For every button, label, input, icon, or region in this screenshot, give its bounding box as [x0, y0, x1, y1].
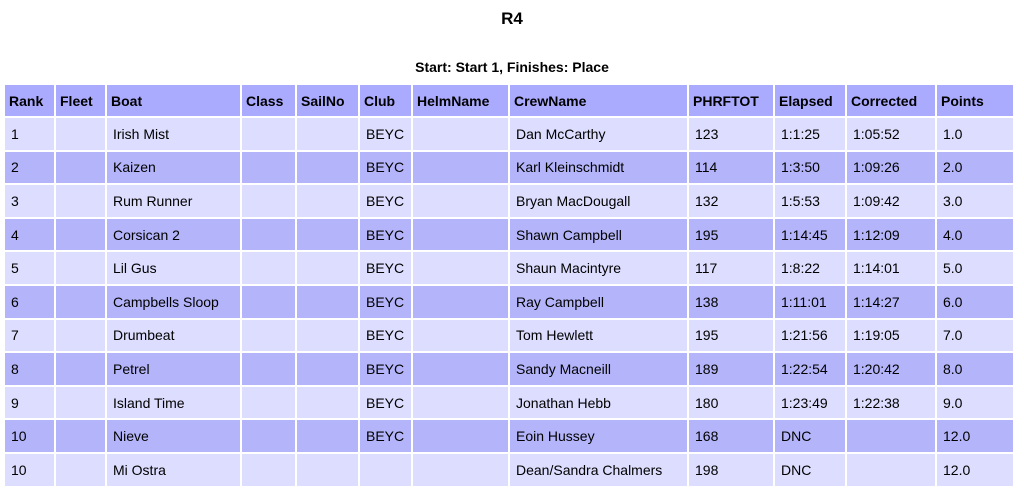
phrftot-cell: 180 [689, 387, 773, 419]
sailno-cell [297, 118, 358, 150]
crewname-cell: Bryan MacDougall [510, 185, 687, 217]
club-cell: BEYC [360, 152, 411, 184]
helmname-cell [413, 320, 508, 352]
header-row [5, 85, 1013, 116]
fleet-cell [56, 185, 105, 217]
helmname-cell [413, 286, 508, 318]
fleet-cell [56, 387, 105, 419]
header-helmname: HelmName [413, 85, 508, 116]
points-cell: 2.0 [937, 152, 1013, 184]
points-cell: 12.0 [937, 454, 1013, 486]
header-club: Club [360, 85, 411, 116]
header-points: Points [937, 85, 1013, 116]
rank-cell: 5 [5, 252, 54, 284]
corrected-cell: 1:22:38 [847, 387, 935, 419]
results-table-header [5, 85, 1013, 116]
boat-cell: Lil Gus [107, 252, 240, 284]
crewname-cell: Dean/Sandra Chalmers [510, 454, 687, 486]
class-cell [242, 387, 295, 419]
crewname-cell: Sandy Macneill [510, 353, 687, 385]
points-cell: 12.0 [937, 420, 1013, 452]
helmname-cell [413, 353, 508, 385]
sailno-cell [297, 286, 358, 318]
elapsed-cell: 1:8:22 [775, 252, 845, 284]
sailno-cell [297, 185, 358, 217]
table-row [5, 118, 1013, 150]
club-cell: BEYC [360, 387, 411, 419]
helmname-cell [413, 252, 508, 284]
elapsed-cell: 1:5:53 [775, 185, 845, 217]
class-cell [242, 252, 295, 284]
club-cell: BEYC [360, 219, 411, 251]
fleet-cell [56, 286, 105, 318]
helmname-cell [413, 219, 508, 251]
header-sailno: SailNo [297, 85, 358, 116]
helmname-cell [413, 420, 508, 452]
helmname-cell [413, 185, 508, 217]
boat-cell: Nieve [107, 420, 240, 452]
crewname-cell: Tom Hewlett [510, 320, 687, 352]
corrected-cell: 1:14:01 [847, 252, 935, 284]
elapsed-cell: 1:1:25 [775, 118, 845, 150]
club-cell [360, 454, 411, 486]
boat-cell: Kaizen [107, 152, 240, 184]
header-fleet: Fleet [56, 85, 105, 116]
points-cell: 4.0 [937, 219, 1013, 251]
elapsed-cell: 1:14:45 [775, 219, 845, 251]
club-cell: BEYC [360, 286, 411, 318]
crewname-cell: Ray Campbell [510, 286, 687, 318]
fleet-cell [56, 454, 105, 486]
club-cell: BEYC [360, 118, 411, 150]
points-cell: 8.0 [937, 353, 1013, 385]
rank-cell: 4 [5, 219, 54, 251]
corrected-cell: 1:14:27 [847, 286, 935, 318]
header-corrected: Corrected [847, 85, 935, 116]
club-cell: BEYC [360, 353, 411, 385]
table-row [5, 152, 1013, 184]
fleet-cell [56, 219, 105, 251]
points-cell: 1.0 [937, 118, 1013, 150]
class-cell [242, 185, 295, 217]
corrected-cell [847, 454, 935, 486]
elapsed-cell: 1:23:49 [775, 387, 845, 419]
class-cell [242, 118, 295, 150]
fleet-cell [56, 353, 105, 385]
table-row [5, 252, 1013, 284]
header-phrftot: PHRFTOT [689, 85, 773, 116]
header-class: Class [242, 85, 295, 116]
corrected-cell: 1:19:05 [847, 320, 935, 352]
elapsed-cell: DNC [775, 420, 845, 452]
points-cell: 7.0 [937, 320, 1013, 352]
class-cell [242, 454, 295, 486]
table-row [5, 185, 1013, 217]
rank-cell: 10 [5, 454, 54, 486]
table-row [5, 320, 1013, 352]
class-cell [242, 320, 295, 352]
table-row [5, 353, 1013, 385]
boat-cell: Campbells Sloop [107, 286, 240, 318]
boat-cell: Drumbeat [107, 320, 240, 352]
rank-cell: 6 [5, 286, 54, 318]
club-cell: BEYC [360, 420, 411, 452]
helmname-cell [413, 152, 508, 184]
rank-cell: 8 [5, 353, 54, 385]
boat-cell: Corsican 2 [107, 219, 240, 251]
table-row [5, 454, 1013, 486]
sailno-cell [297, 420, 358, 452]
boat-cell: Petrel [107, 353, 240, 385]
fleet-cell [56, 420, 105, 452]
elapsed-cell: 1:22:54 [775, 353, 845, 385]
phrftot-cell: 198 [689, 454, 773, 486]
class-cell [242, 286, 295, 318]
phrftot-cell: 138 [689, 286, 773, 318]
sailno-cell [297, 387, 358, 419]
phrftot-cell: 114 [689, 152, 773, 184]
boat-cell: Irish Mist [107, 118, 240, 150]
boat-cell: Mi Ostra [107, 454, 240, 486]
table-row [5, 387, 1013, 419]
elapsed-cell: 1:21:56 [775, 320, 845, 352]
phrftot-cell: 168 [689, 420, 773, 452]
table-row [5, 286, 1013, 318]
club-cell: BEYC [360, 252, 411, 284]
rank-cell: 10 [5, 420, 54, 452]
corrected-cell: 1:12:09 [847, 219, 935, 251]
club-cell: BEYC [360, 185, 411, 217]
club-cell: BEYC [360, 320, 411, 352]
class-cell [242, 152, 295, 184]
helmname-cell [413, 454, 508, 486]
crewname-cell: Dan McCarthy [510, 118, 687, 150]
rank-cell: 1 [5, 118, 54, 150]
rank-cell: 2 [5, 152, 54, 184]
rank-cell: 7 [5, 320, 54, 352]
crewname-cell: Eoin Hussey [510, 420, 687, 452]
corrected-cell: 1:09:26 [847, 152, 935, 184]
elapsed-cell: 1:11:01 [775, 286, 845, 318]
rank-cell: 3 [5, 185, 54, 217]
race-title: R4 [501, 9, 523, 28]
results-table-body [5, 118, 1013, 486]
corrected-cell: 1:09:42 [847, 185, 935, 217]
sailno-cell [297, 219, 358, 251]
phrftot-cell: 189 [689, 353, 773, 385]
fleet-cell [56, 252, 105, 284]
table-row [5, 420, 1013, 452]
results-table [3, 83, 1015, 488]
header-crewname: CrewName [510, 85, 687, 116]
phrftot-cell: 123 [689, 118, 773, 150]
sailno-cell [297, 252, 358, 284]
helmname-cell [413, 387, 508, 419]
header-rank: Rank [5, 85, 54, 116]
header-elapsed: Elapsed [775, 85, 845, 116]
corrected-cell: 1:05:52 [847, 118, 935, 150]
fleet-cell [56, 320, 105, 352]
phrftot-cell: 195 [689, 320, 773, 352]
phrftot-cell: 195 [689, 219, 773, 251]
class-cell [242, 219, 295, 251]
header-boat: Boat [107, 85, 240, 116]
points-cell: 9.0 [937, 387, 1013, 419]
sailno-cell [297, 454, 358, 486]
sailno-cell [297, 353, 358, 385]
sailno-cell [297, 152, 358, 184]
crewname-cell: Karl Kleinschmidt [510, 152, 687, 184]
points-cell: 5.0 [937, 252, 1013, 284]
crewname-cell: Jonathan Hebb [510, 387, 687, 419]
elapsed-cell: 1:3:50 [775, 152, 845, 184]
corrected-cell [847, 420, 935, 452]
crewname-cell: Shaun Macintyre [510, 252, 687, 284]
points-cell: 6.0 [937, 286, 1013, 318]
class-cell [242, 353, 295, 385]
phrftot-cell: 117 [689, 252, 773, 284]
crewname-cell: Shawn Campbell [510, 219, 687, 251]
boat-cell: Island Time [107, 387, 240, 419]
corrected-cell: 1:20:42 [847, 353, 935, 385]
phrftot-cell: 132 [689, 185, 773, 217]
table-row [5, 219, 1013, 251]
race-subtitle: Start: Start 1, Finishes: Place [415, 59, 609, 75]
elapsed-cell: DNC [775, 454, 845, 486]
helmname-cell [413, 118, 508, 150]
sailno-cell [297, 320, 358, 352]
fleet-cell [56, 152, 105, 184]
class-cell [242, 420, 295, 452]
fleet-cell [56, 118, 105, 150]
rank-cell: 9 [5, 387, 54, 419]
points-cell: 3.0 [937, 185, 1013, 217]
boat-cell: Rum Runner [107, 185, 240, 217]
